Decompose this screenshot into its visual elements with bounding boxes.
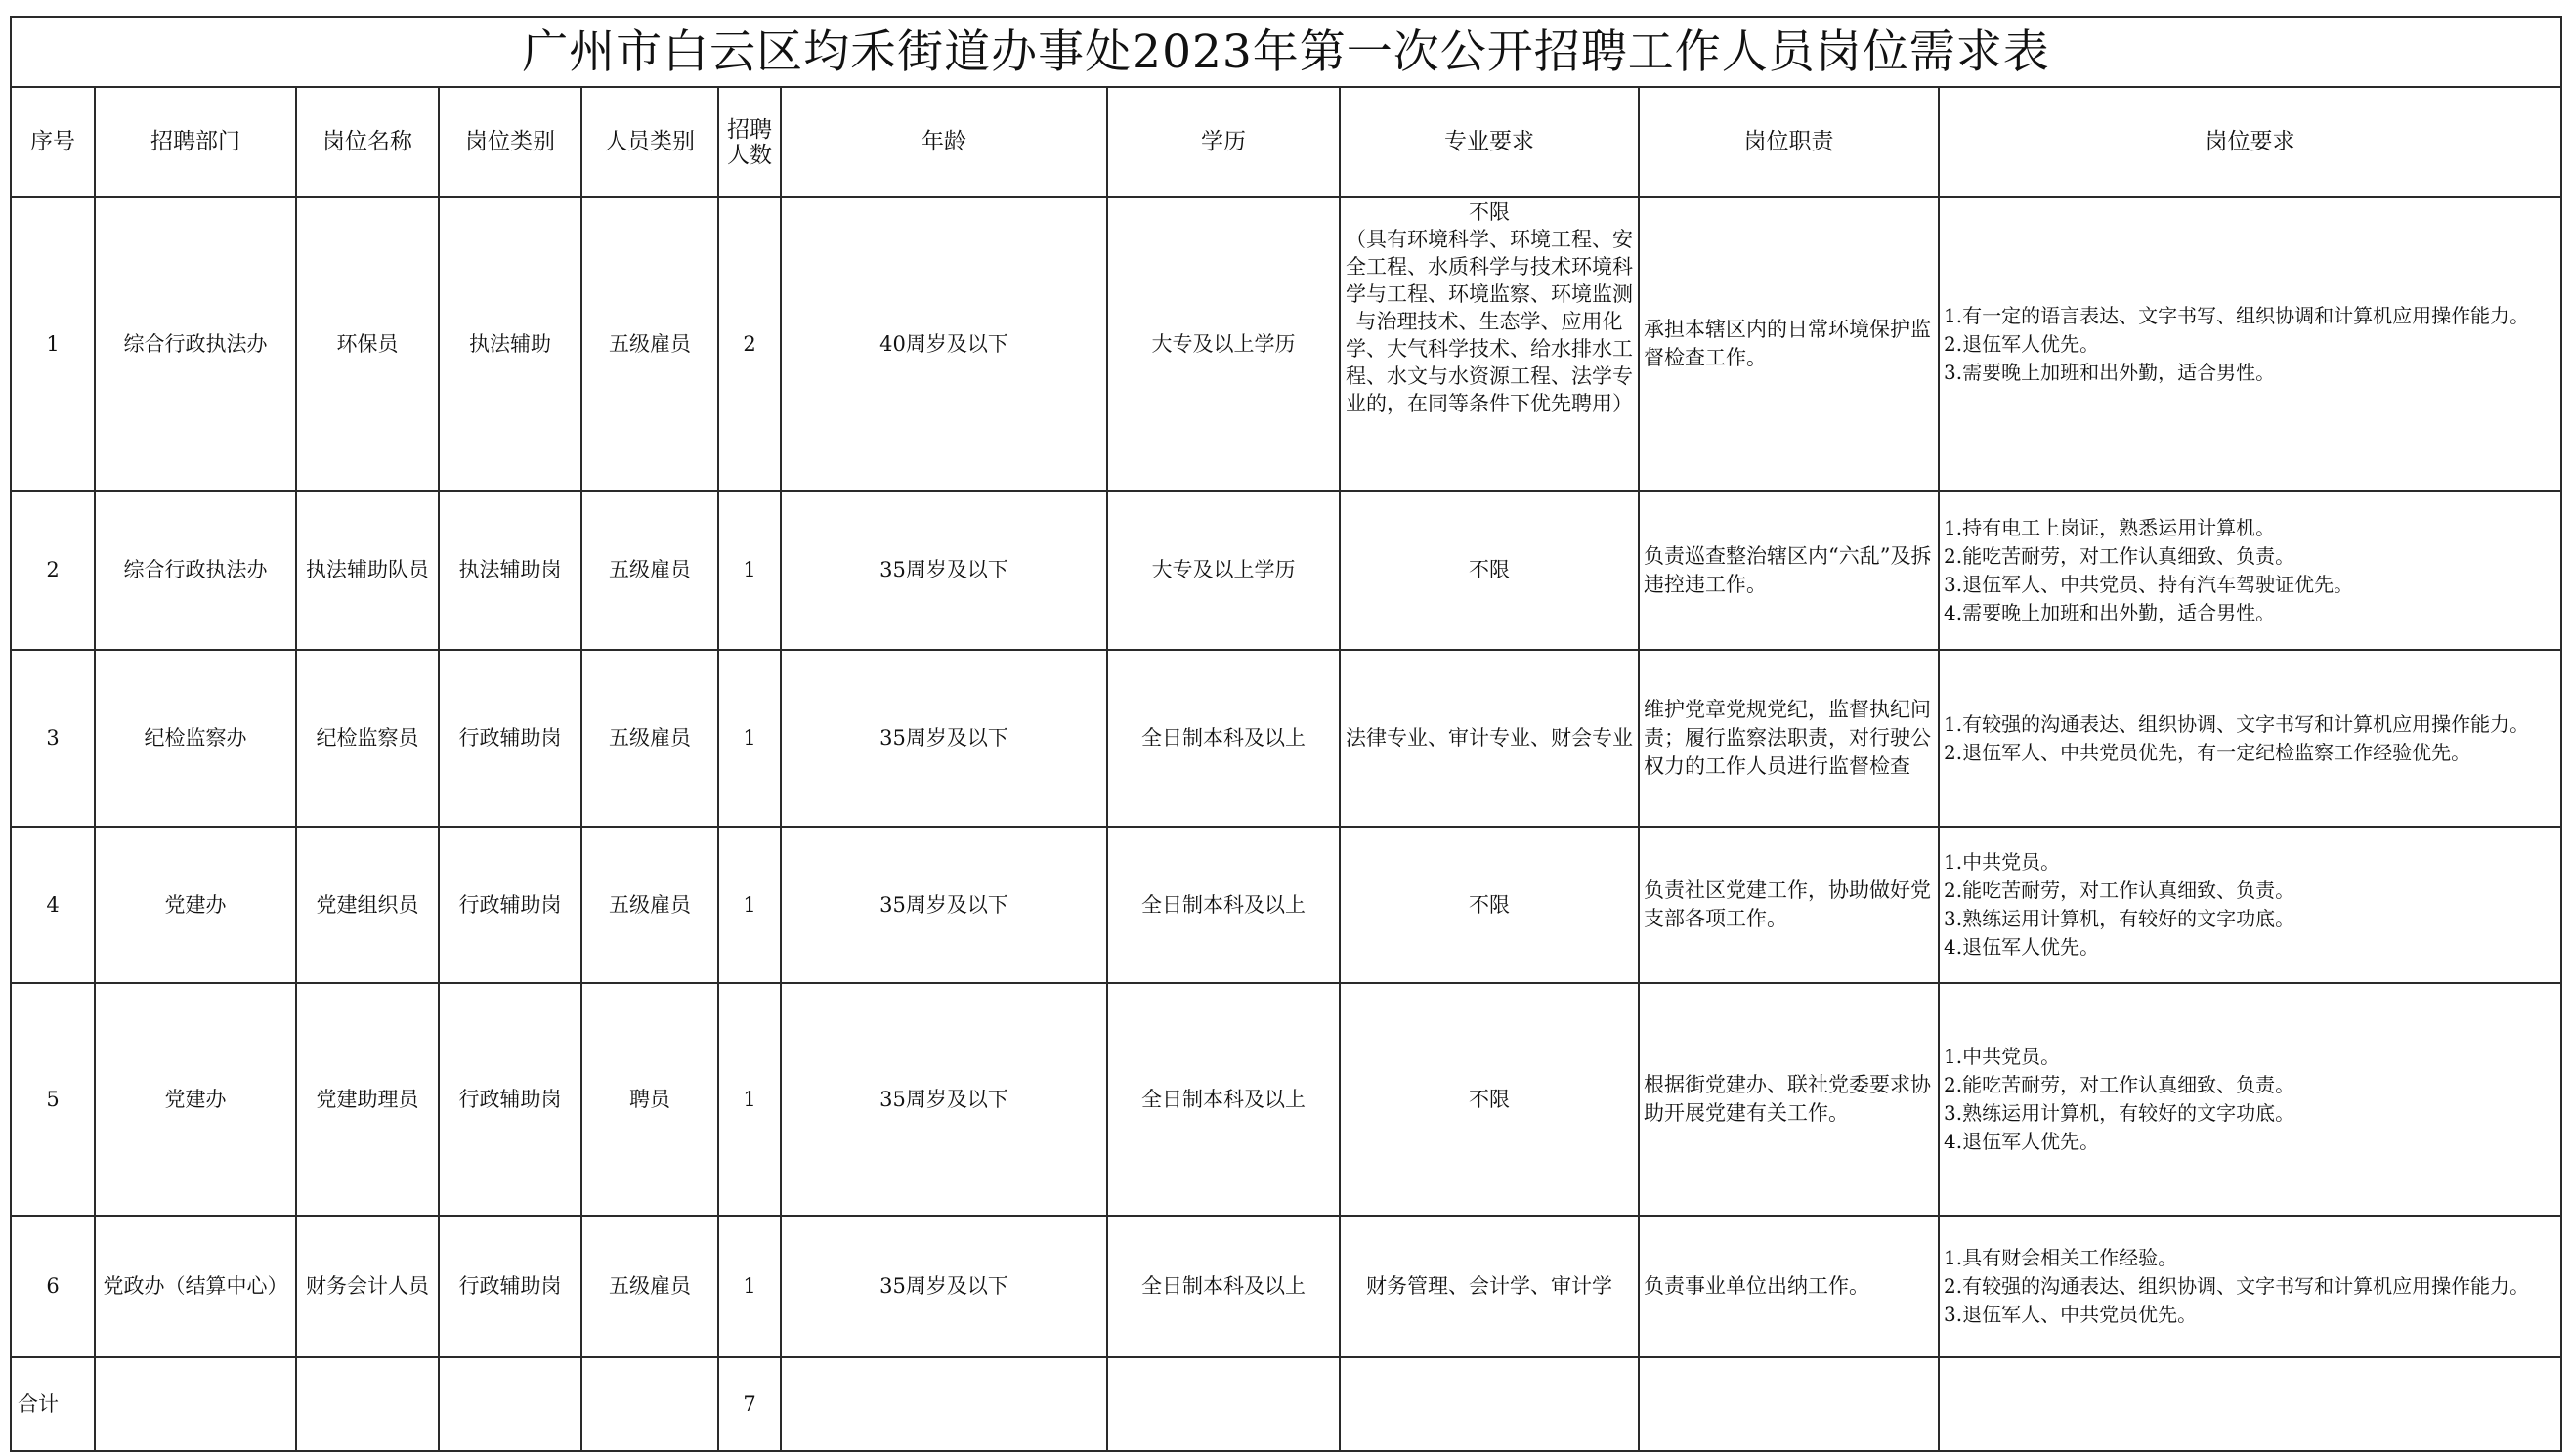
cell-age: 35周岁及以下 <box>781 650 1107 827</box>
cell-no: 5 <box>11 983 95 1216</box>
requirement-line: 1.中共党员。 <box>1944 1045 2061 1068</box>
requirement-line: 3.退伍军人、中共党员、持有汽车驾驶证优先。 <box>1944 572 2354 596</box>
header-staff: 人员类别 <box>581 87 718 197</box>
cell-no: 2 <box>11 491 95 650</box>
major-text: 不限 <box>1469 892 1510 917</box>
cell-position: 环保员 <box>296 197 439 491</box>
cell-dept: 综合行政执法办 <box>95 197 296 491</box>
header-major: 专业要求 <box>1340 87 1639 197</box>
requirement-line: 3.需要晚上加班和出外勤，适合男性。 <box>1944 360 2276 384</box>
cell-count: 1 <box>718 650 781 827</box>
header-age: 年龄 <box>781 87 1107 197</box>
cell-count: 1 <box>718 983 781 1216</box>
cell-req <box>1939 827 2561 983</box>
requirement-line: 4.退伍军人优先。 <box>1944 935 2100 959</box>
cell-edu: 全日制本科及以上 <box>1107 1216 1340 1357</box>
cell-duty: 负责事业单位出纳工作。 <box>1639 1216 1939 1357</box>
cell-age: 40周岁及以下 <box>781 197 1107 491</box>
total-empty <box>581 1357 718 1451</box>
cell-age: 35周岁及以下 <box>781 1216 1107 1357</box>
total-empty <box>95 1357 296 1451</box>
cell-position: 党建组织员 <box>296 827 439 983</box>
cell-staff: 五级雇员 <box>581 827 718 983</box>
major-text: 财务管理、会计学、审计学 <box>1366 1274 1612 1298</box>
major-text: 不限 <box>1469 558 1510 581</box>
cell-type: 行政辅助岗 <box>439 983 581 1216</box>
table-row <box>11 650 2561 827</box>
cell-no: 4 <box>11 827 95 983</box>
cell-duty: 承担本辖区内的日常环境保护监督检查工作。 <box>1639 197 1939 491</box>
cell-staff: 五级雇员 <box>581 1216 718 1357</box>
cell-type: 行政辅助岗 <box>439 827 581 983</box>
total-row <box>11 1357 2561 1451</box>
cell-dept: 纪检监察办 <box>95 650 296 827</box>
cell-dept: 党建办 <box>95 827 296 983</box>
cell-edu: 大专及以上学历 <box>1107 491 1340 650</box>
cell-dept: 党建办 <box>95 983 296 1216</box>
cell-age: 35周岁及以下 <box>781 491 1107 650</box>
header-duty: 岗位职责 <box>1639 87 1939 197</box>
cell-position: 财务会计人员 <box>296 1216 439 1357</box>
cell-type: 执法辅助 <box>439 197 581 491</box>
cell-count: 2 <box>718 197 781 491</box>
cell-req <box>1939 1216 2561 1357</box>
cell-no: 6 <box>11 1216 95 1357</box>
cell-major <box>1340 650 1639 827</box>
header-req: 岗位要求 <box>1939 87 2561 197</box>
cell-type: 执法辅助岗 <box>439 491 581 650</box>
requirement-line: 1.有一定的语言表达、文字书写、组织协调和计算机应用操作能力。 <box>1944 303 2530 327</box>
major-text: 不限 （具有环境科学、环境工程、安全工程、水质科学与技术环境科学与工程、环境监察、环境监测与治理技术、生态学、应用化学、大气科学技术、给水排水工程、水文与水资源工程、法学专业的，在同等条件下优先聘用） <box>1346 200 1633 415</box>
cell-req <box>1939 983 2561 1216</box>
total-empty <box>1639 1357 1939 1451</box>
cell-type: 行政辅助岗 <box>439 1216 581 1357</box>
header-type: 岗位类别 <box>439 87 581 197</box>
requirement-line: 2.退伍军人优先。 <box>1944 331 2100 356</box>
cell-staff: 五级雇员 <box>581 491 718 650</box>
cell-type: 行政辅助岗 <box>439 650 581 827</box>
cell-position: 纪检监察员 <box>296 650 439 827</box>
table-row <box>11 1216 2561 1357</box>
cell-req <box>1939 650 2561 827</box>
header-count: 招聘人数 <box>718 87 781 197</box>
cell-age: 35周岁及以下 <box>781 983 1107 1216</box>
cell-duty: 根据街党建办、联社党委要求协助开展党建有关工作。 <box>1639 983 1939 1216</box>
requirement-line: 3.退伍军人、中共党员优先。 <box>1944 1303 2198 1326</box>
total-empty <box>296 1357 439 1451</box>
requirement-line: 2.退伍军人、中共党员优先，有一定纪检监察工作经验优先。 <box>1944 740 2471 764</box>
cell-req <box>1939 491 2561 650</box>
cell-major <box>1340 983 1639 1216</box>
total-label: 合计 <box>11 1357 95 1451</box>
total-empty <box>1340 1357 1639 1451</box>
cell-count: 1 <box>718 827 781 983</box>
major-text: 不限 <box>1469 1087 1510 1111</box>
requirement-line: 1.中共党员。 <box>1944 850 2061 874</box>
requirement-line: 2.有较强的沟通表达、组织协调、文字书写和计算机应用操作能力。 <box>1944 1274 2530 1298</box>
header-position: 岗位名称 <box>296 87 439 197</box>
table-row <box>11 197 2561 491</box>
requirement-line: 2.能吃苦耐劳，对工作认真细致、负责。 <box>1944 1073 2295 1096</box>
cell-edu: 全日制本科及以上 <box>1107 650 1340 827</box>
cell-staff: 五级雇员 <box>581 650 718 827</box>
requirement-line: 1.具有财会相关工作经验。 <box>1944 1246 2178 1269</box>
requirement-line: 2.能吃苦耐劳，对工作认真细致、负责。 <box>1944 878 2295 902</box>
cell-age: 35周岁及以下 <box>781 827 1107 983</box>
cell-dept: 党政办（结算中心） <box>95 1216 296 1357</box>
cell-edu: 全日制本科及以上 <box>1107 827 1340 983</box>
cell-major <box>1340 827 1639 983</box>
table-row <box>11 491 2561 650</box>
cell-duty: 维护党章党规党纪，监督执纪问责；履行监察法职责，对行驶公权力的工作人员进行监督检查 <box>1639 650 1939 827</box>
cell-staff: 五级雇员 <box>581 197 718 491</box>
cell-req <box>1939 197 2561 491</box>
cell-no: 1 <box>11 197 95 491</box>
header-dept: 招聘部门 <box>95 87 296 197</box>
total-empty <box>1107 1357 1340 1451</box>
cell-duty: 负责社区党建工作，协助做好党支部各项工作。 <box>1639 827 1939 983</box>
table-row <box>11 983 2561 1216</box>
recruitment-sheet <box>10 16 2560 1452</box>
cell-edu: 全日制本科及以上 <box>1107 983 1340 1216</box>
header-no: 序号 <box>11 87 95 197</box>
cell-position: 执法辅助队员 <box>296 491 439 650</box>
requirement-line: 1.持有电工上岗证，熟悉运用计算机。 <box>1944 515 2276 539</box>
requirement-line: 3.熟练运用计算机，有较好的文字功底。 <box>1944 907 2295 930</box>
requirement-line: 3.熟练运用计算机，有较好的文字功底。 <box>1944 1101 2295 1125</box>
cell-edu: 大专及以上学历 <box>1107 197 1340 491</box>
cell-count: 1 <box>718 1216 781 1357</box>
cell-major <box>1340 1216 1639 1357</box>
total-empty <box>781 1357 1107 1451</box>
recruitment-table <box>10 16 2562 1452</box>
major-text: 法律专业、审计专业、财会专业 <box>1346 726 1633 749</box>
requirement-line: 4.需要晚上加班和出外勤，适合男性。 <box>1944 600 2276 624</box>
cell-dept: 综合行政执法办 <box>95 491 296 650</box>
cell-no: 3 <box>11 650 95 827</box>
total-empty <box>439 1357 581 1451</box>
header-edu: 学历 <box>1107 87 1340 197</box>
cell-major <box>1340 197 1639 491</box>
cell-count: 1 <box>718 491 781 650</box>
requirement-line: 1.有较强的沟通表达、组织协调、文字书写和计算机应用操作能力。 <box>1944 711 2530 736</box>
cell-staff: 聘员 <box>581 983 718 1216</box>
cell-duty: 负责巡查整治辖区内“六乱”及拆违控违工作。 <box>1639 491 1939 650</box>
cell-major <box>1340 491 1639 650</box>
requirement-line: 2.能吃苦耐劳，对工作认真细致、负责。 <box>1944 543 2295 568</box>
total-count: 7 <box>718 1357 781 1451</box>
requirement-line: 4.退伍军人优先。 <box>1944 1130 2100 1153</box>
header-row <box>11 87 2561 197</box>
page-title: 广州市白云区均禾街道办事处2023年第一次公开招聘工作人员岗位需求表 <box>11 17 2561 87</box>
table-row <box>11 827 2561 983</box>
cell-position: 党建助理员 <box>296 983 439 1216</box>
total-empty <box>1939 1357 2561 1451</box>
